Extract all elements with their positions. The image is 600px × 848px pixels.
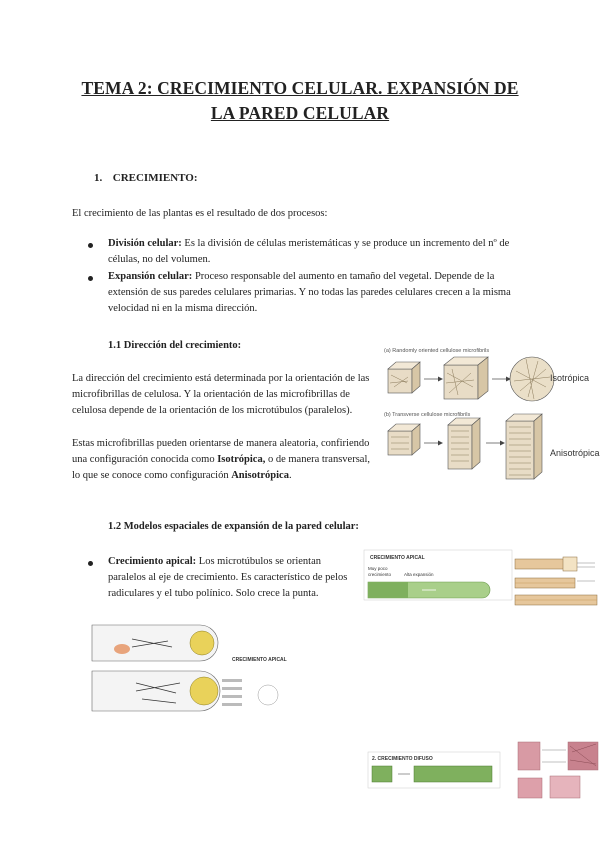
- title-line-1: TEMA 2: CRECIMIENTO CELULAR. EXPANSIÓN DE: [81, 78, 519, 98]
- section-heading: [94, 172, 198, 184]
- bullet-dot: [88, 561, 93, 566]
- large-cell-transverse: [506, 414, 542, 479]
- micrograph: [550, 776, 580, 798]
- figure-label-b: (b) Transverse cellulose microfibrils: [384, 412, 471, 418]
- apical-text-3: radiculares y el tubo polínico. Solo crece la punta.: [108, 588, 319, 599]
- anisotropic-label: Anisotrópica: [550, 448, 600, 458]
- bullet-dot: [88, 243, 93, 248]
- expansion-text-2: extensión de sus paredes celulares primarias. Y no todas las paredes celulares crecen a la misma: [108, 287, 511, 298]
- label-little-growth: Muy poco: [368, 566, 388, 571]
- text-span: .: [288, 470, 292, 481]
- small-cell-cube: [388, 362, 420, 393]
- figure-label: CRECIMIENTO APICAL: [232, 657, 287, 663]
- microscopy-figure: [516, 740, 600, 802]
- term-anisotropic: Anisotrópica: [231, 470, 289, 481]
- small-cell: [372, 766, 392, 782]
- title-line-2: LA PARED CELULAR: [210, 103, 390, 123]
- term-apical: Crecimiento apical:: [108, 556, 197, 567]
- tube-stage-1: [515, 559, 565, 569]
- micrograph: [518, 742, 540, 770]
- label-high-expansion: Alta expansión: [404, 572, 434, 577]
- page-title: [60, 76, 540, 126]
- intro-text: El crecimiento de las plantas es el resultado de dos procesos:: [72, 208, 328, 219]
- elongated-cell: [414, 766, 492, 782]
- text-span: o de manera transversal,: [265, 454, 370, 465]
- apical-text-1: Los microtúbulos se orientan: [196, 556, 321, 567]
- division-text-2: células, no del volumen.: [108, 254, 211, 265]
- term-division: División celular:: [108, 238, 182, 249]
- text-line: Estas microfibrillas pueden orientarse de manera aleatoria, confiriendo: [72, 438, 370, 449]
- section-number: 1.: [94, 172, 103, 184]
- bullet-expansion: [108, 269, 548, 317]
- apical-growth-figure: [364, 550, 512, 600]
- section-title: CRECIMIENTO:: [112, 172, 198, 184]
- micrograph: [518, 778, 542, 798]
- tube-base: [368, 582, 408, 598]
- subsection-heading: 1.1 Dirección del crecimiento:: [108, 340, 242, 351]
- figure-label: CRECIMIENTO APICAL: [370, 555, 425, 561]
- bullet-division: [108, 236, 548, 268]
- nucleus: [114, 644, 130, 654]
- medium-cell-cube: [444, 357, 488, 399]
- text-line: La dirección del crecimiento está determinada por la orientación de las: [72, 373, 370, 384]
- microfibril-figure: [382, 345, 600, 480]
- subsection-heading: 1.2 Modelos espaciales de expansión de la pared celular:: [108, 521, 359, 532]
- division-text-1: Es la división de células meristemáticas y se produce un incremento del nº de: [181, 238, 510, 249]
- expansion-text-3: velocidad ni en la misma dirección.: [108, 303, 258, 314]
- medium-cell-transverse: [448, 418, 480, 469]
- bullet-dot: [88, 276, 93, 281]
- large-sphere-cell: [510, 357, 554, 401]
- direction-paragraph-2: [72, 436, 372, 484]
- diffuse-growth-figure: [368, 752, 500, 788]
- apical-growth-detail-figure: [72, 619, 296, 717]
- text-line: celulosa depende de la orientación de los microtúbulos (paralelos).: [72, 405, 353, 416]
- isotropic-label: Isotrópica: [550, 373, 590, 383]
- text-span: lo que se conoce como configuración: [72, 470, 232, 481]
- term-expansion: Expansión celular:: [108, 271, 193, 282]
- vesicle-cluster: [190, 631, 214, 655]
- term-isotropic: Isotrópica,: [217, 454, 266, 465]
- text-span: una configuración conocida como: [72, 454, 218, 465]
- figure-label: 2. CRECIMIENTO DIFUSO: [372, 756, 433, 762]
- expansion-text-1: Proceso responsable del aumento en tamaño del vegetal. Depende de la: [192, 271, 495, 282]
- figure-label-a: (a) Randomly oriented cellulose microfibrils: [384, 348, 490, 354]
- direction-paragraph-1: [72, 371, 372, 419]
- bullet-apical: [108, 554, 358, 602]
- apical-text-2: paralelos al eje de crecimiento. Es característico de pelos: [108, 572, 348, 583]
- text-line: microfibrillas de celulosa. Y la orientación de las microfibrillas de: [72, 389, 350, 400]
- small-cell-transverse: [388, 424, 420, 455]
- tube-stages-figure: [515, 555, 600, 610]
- label-little-growth-2: crecimiento: [368, 572, 392, 577]
- vesicle-cluster: [190, 677, 218, 705]
